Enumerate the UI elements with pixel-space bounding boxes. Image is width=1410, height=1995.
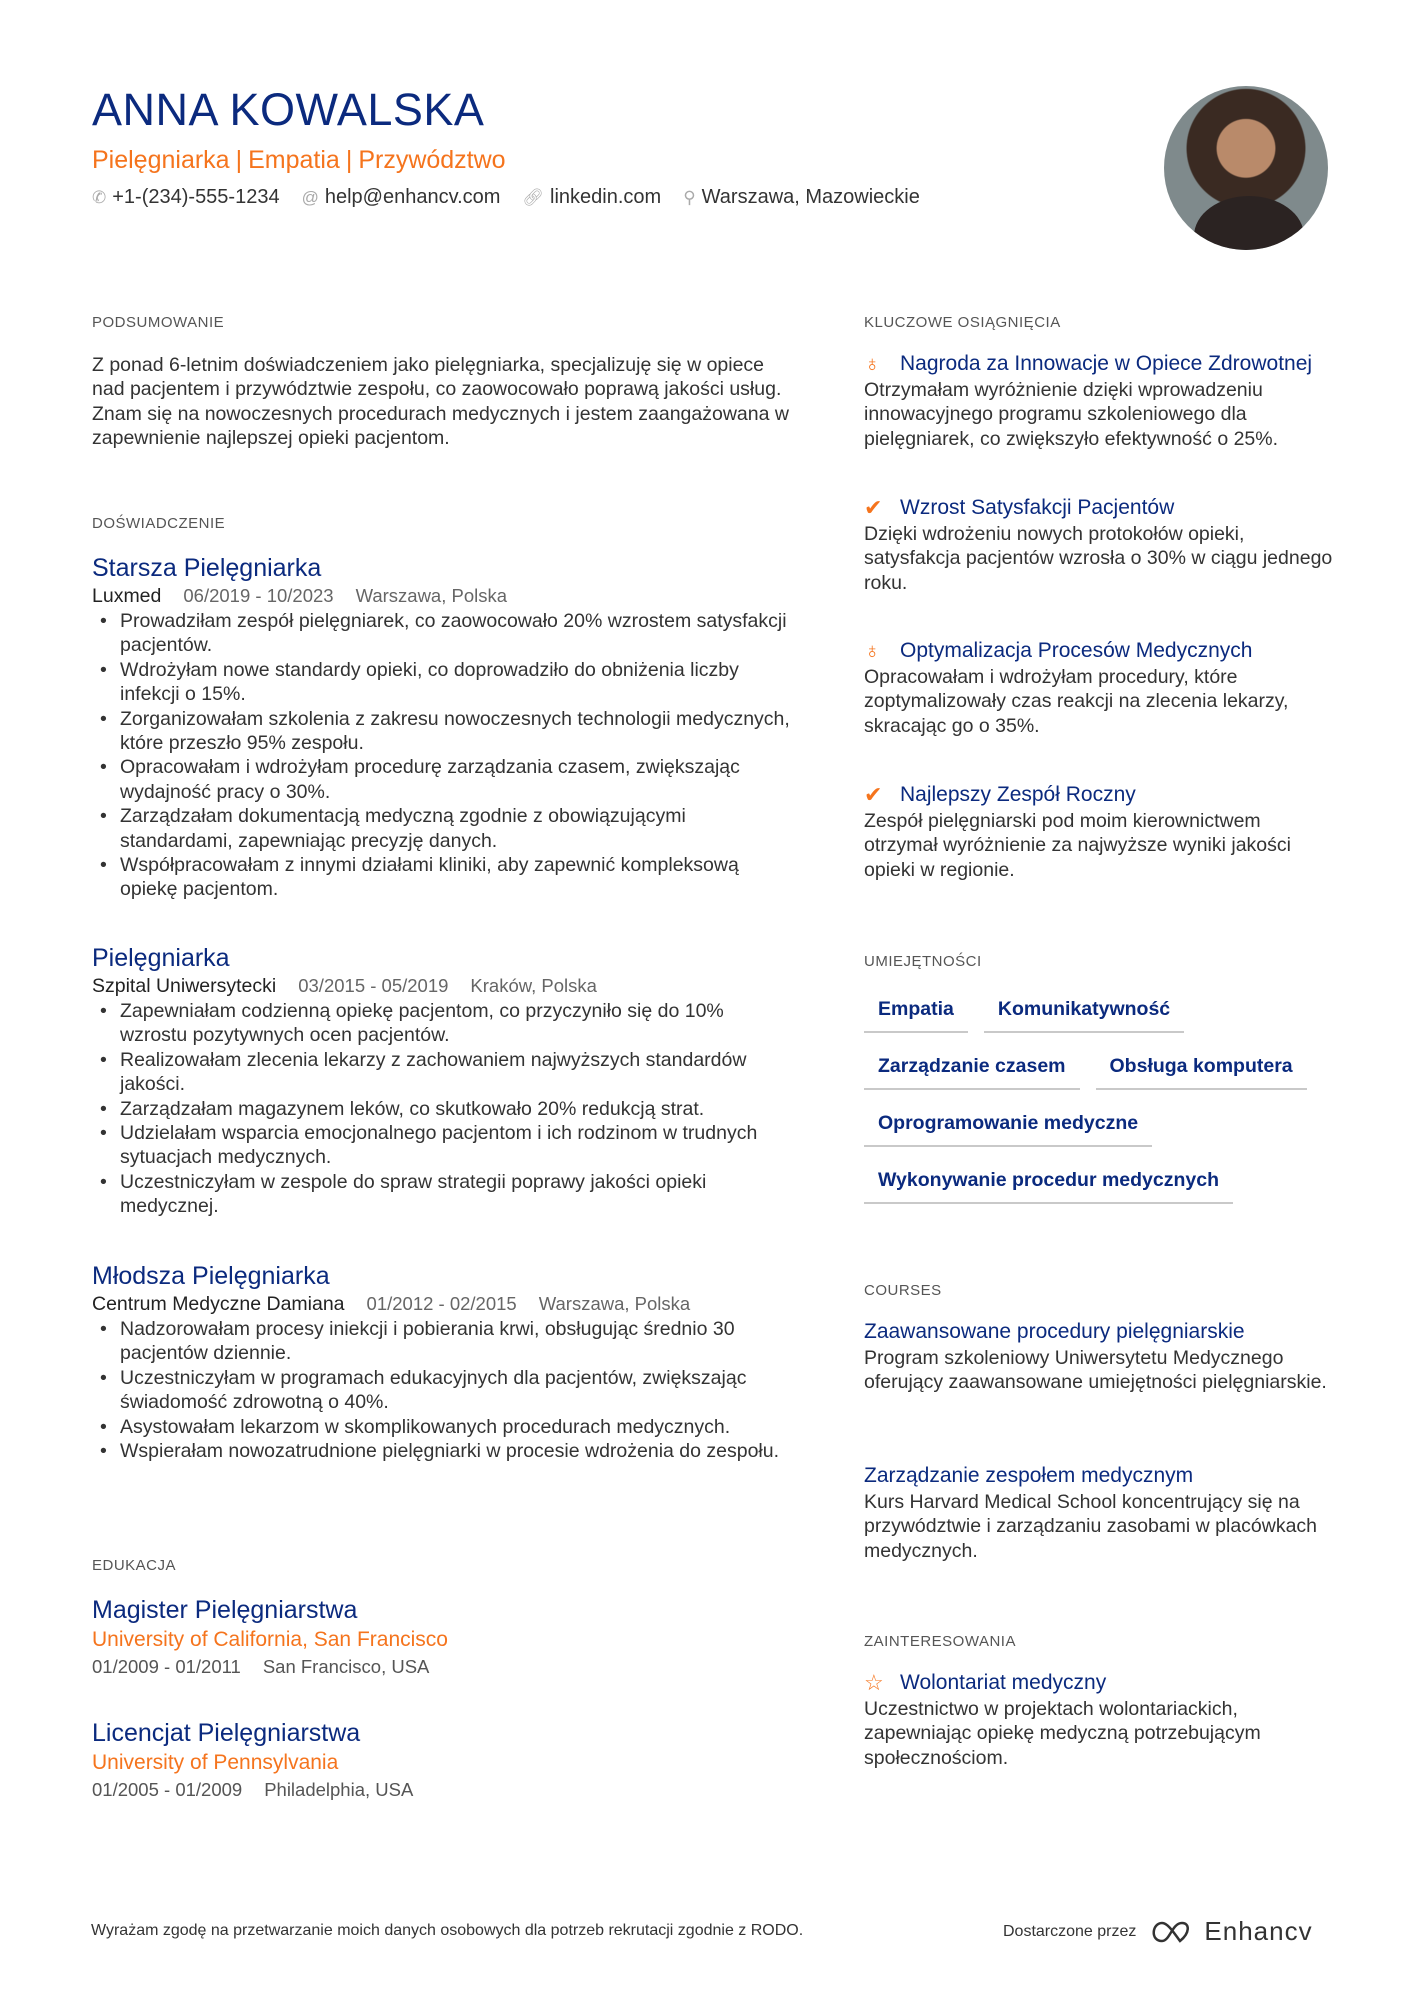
skill-tag: Obsługa komputera <box>1096 1051 1307 1090</box>
bullet: • Współpracowałam z innymi działami kliniki, aby zapewnić kompleksową opiekę pacjentom. <box>92 853 792 902</box>
job-location: Kraków, Polska <box>470 975 597 996</box>
bullet: • Realizowałam zlecenia lekarzy z zachowaniem najwyższych standardów jakości. <box>92 1048 792 1097</box>
degree: Licencjat Pielęgniarstwa <box>92 1719 361 1747</box>
school: University of Pennsylvania <box>92 1751 339 1774</box>
powered-by[interactable] <box>1003 1916 1313 1947</box>
skill-tag: Zarządzanie czasem <box>864 1051 1080 1090</box>
section-courses-label: COURSES <box>864 1282 942 1299</box>
company: Luxmed <box>92 585 162 607</box>
check-icon: ✔ <box>864 782 883 807</box>
bullet: • Zarządzałam dokumentacją medyczną zgodnie z obowiązującymi standardami, zapewniając precyzję danych. <box>92 804 792 853</box>
job-entry <box>92 553 792 902</box>
bullet: • Zorganizowałam szkolenia z zakresu nowoczesnych technologii medycznych, które przeszło 95% zespołu. <box>92 707 792 756</box>
summary-text: Z ponad 6-letnim doświadczeniem jako pielęgniarka, specjalizuję się w opiece nad pacjentem i przywództwie zespołu, co zaowocowało poprawą jakości usług. Znam się na nowoczesnych procedurach medycznych i jestem zaangażowana w zapewnienie najlepszej opieki pacjentom. <box>92 354 789 450</box>
skill-tag: Wykonywanie procedur medycznych <box>864 1165 1233 1204</box>
course-title: Zaawansowane procedury pielęgniarskie <box>864 1320 1245 1343</box>
candidate-name: ANNA KOWALSKA <box>92 84 485 135</box>
section-achievements-label: KLUCZOWE OSIĄGNIĘCIA <box>864 314 1061 331</box>
interest-text: Uczestnictwo w projektach wolontariackich, zapewniając opiekę medyczną potrzebującym społecznościom. <box>864 1698 1261 1769</box>
phone-icon: ✆ <box>92 188 107 207</box>
course-text: Program szkoleniowy Uniwersytetu Medycznego oferujący zaawansowane umiejętności pielęgniarskie. <box>864 1347 1327 1394</box>
section-interests-label: ZAINTERESOWANIA <box>864 1633 1016 1650</box>
location-icon: ⚲ <box>683 188 696 207</box>
link-icon: 🔗︎ <box>522 188 545 207</box>
bullet: • Zarządzałam magazynem leków, co skutkowało 20% redukcją strat. <box>92 1097 792 1121</box>
section-skills-label: UMIEJĘTNOŚCI <box>864 953 982 970</box>
achievement-text: Otrzymałam wyróżnienie dzięki wprowadzeniu innowacyjnego programu szkoleniowego dla pielęgniarek, co zwiększyło efektywność o 25%. <box>864 379 1279 450</box>
course-text: Kurs Harvard Medical School koncentrujący się na przywództwie i zarządzaniu zasobami w placówkach medycznych. <box>864 1491 1318 1562</box>
bullet: • Uczestniczyłam w zespole do spraw strategii poprawy jakości opieki medycznej. <box>92 1170 792 1219</box>
job-dates: 06/2019 - 10/2023 <box>183 585 334 606</box>
email-text: help@enhancv.com <box>324 186 501 208</box>
job-dates: 03/2015 - 05/2019 <box>298 975 449 996</box>
contact-info <box>92 186 920 209</box>
powered-by-text: Dostarczone przez <box>1003 1922 1137 1940</box>
section-experience-label: DOŚWIADCZENIE <box>92 515 226 532</box>
bullet: • Uczestniczyłam w programach edukacyjnych dla pacjentów, zwiększając świadomość zdrowotną o 40%. <box>92 1366 792 1415</box>
star-icon: ☆ <box>864 1670 884 1695</box>
skill-tag: Komunikatywność <box>984 994 1184 1033</box>
achievement-item <box>864 781 1334 882</box>
location-text: Warszawa, Mazowieckie <box>701 186 920 208</box>
achievement-item <box>864 494 1334 595</box>
achievement-item <box>864 637 1334 738</box>
edu-dates: 01/2005 - 01/2009 <box>92 1779 243 1800</box>
edu-dates: 01/2009 - 01/2011 <box>92 1656 241 1677</box>
achievement-text: Opracowałam i wdrożyłam procedury, które zoptymalizowały czas reakcji na zlecenia lekarzy, skracając go o 35%. <box>864 666 1289 737</box>
edu-location: Philadelphia, USA <box>264 1779 414 1800</box>
course-title: Zarządzanie zespołem medycznym <box>864 1464 1194 1487</box>
job-location: Warszawa, Polska <box>355 585 508 606</box>
job-dates: 01/2012 - 02/2015 <box>366 1293 517 1314</box>
interest-item <box>864 1669 1334 1770</box>
profile-photo <box>1164 86 1328 250</box>
achievement-title: Nagroda za Innowacje w Opiece Zdrowotnej <box>900 352 1313 375</box>
linkedin-text: linkedin.com <box>550 186 662 208</box>
skills-list <box>864 994 1334 1222</box>
achievement-text: Zespół pielęgniarski pod moim kierownictwem otrzymał wyróżnienie za najwyższe wyniki jakości opieki w regionie. <box>864 810 1291 881</box>
achievement-title: Najlepszy Zespół Roczny <box>900 783 1136 806</box>
degree: Magister Pielęgniarstwa <box>92 1596 358 1624</box>
education-entry <box>92 1595 792 1679</box>
bullet: • Prowadziłam zespół pielęgniarek, co zaowocowało 20% wzrostem satysfakcji pacjentów. <box>92 609 792 658</box>
lightbulb-icon: ♁ <box>864 638 881 663</box>
separator: | <box>235 146 243 174</box>
company: Centrum Medyczne Damiana <box>92 1293 345 1315</box>
job-entry <box>92 1261 792 1463</box>
job-title: Starsza Pielęgniarka <box>92 554 322 582</box>
headline-item: Empatia <box>248 146 340 174</box>
achievement-item <box>864 350 1334 451</box>
at-icon: @ <box>301 188 319 207</box>
separator: | <box>345 146 353 174</box>
course-item <box>864 1318 1334 1395</box>
achievement-title: Wzrost Satysfakcji Pacjentów <box>900 496 1175 519</box>
company: Szpital Uniwersytecki <box>92 975 277 997</box>
section-education-label: EDUKACJA <box>92 1557 177 1574</box>
edu-location: San Francisco, USA <box>262 1656 430 1677</box>
job-entry <box>92 943 792 1219</box>
education-entry <box>92 1718 792 1802</box>
job-title: Młodsza Pielęgniarka <box>92 1262 330 1290</box>
school: University of California, San Francisco <box>92 1628 448 1651</box>
bullet: • Wspierałam nowozatrudnione pielęgniarki w procesie wdrożenia do zespołu. <box>92 1439 792 1463</box>
course-item <box>864 1462 1334 1563</box>
consent-clause: Wyrażam zgodę na przetwarzanie moich danych osobowych dla potrzeb rekrutacji zgodnie z RODO. <box>91 1922 804 1939</box>
bullet: • Nadzorowałam procesy iniekcji i pobierania krwi, obsługując średnio 30 pacjentów dziennie. <box>92 1317 792 1366</box>
headline-item: Przywództwo <box>358 146 506 174</box>
lightbulb-icon: ♁ <box>864 351 881 376</box>
bullet: • Udzielałam wsparcia emocjonalnego pacjentom i ich rodzinom w trudnych sytuacjach medycznych. <box>92 1121 792 1170</box>
achievement-title: Optymalizacja Procesów Medycznych <box>900 639 1253 662</box>
check-icon: ✔ <box>864 495 883 520</box>
skill-tag: Oprogramowanie medyczne <box>864 1108 1152 1147</box>
job-location: Warszawa, Polska <box>538 1293 691 1314</box>
contact-location <box>683 186 920 209</box>
bullet: • Opracowałam i wdrożyłam procedurę zarządzania czasem, zwiększając wydajność pracy o 30%. <box>92 755 792 804</box>
skill-tag: Empatia <box>864 994 968 1033</box>
contact-email[interactable] <box>302 186 501 209</box>
achievement-text: Dzięki wdrożeniu nowych protokołów opieki, satysfakcja pacjentów wzrosła o 30% w ciągu jednego roku. <box>864 523 1333 594</box>
contact-linkedin[interactable] <box>522 186 661 209</box>
headline-item: Pielęgniarka <box>92 146 230 174</box>
bullet: • Wdrożyłam nowe standardy opieki, co doprowadziło do obniżenia liczby infekcji o 15%. <box>92 658 792 707</box>
section-summary-label: PODSUMOWANIE <box>92 314 225 331</box>
brand-name: Enhancv <box>1204 1916 1313 1946</box>
contact-phone[interactable] <box>92 186 280 209</box>
phone-text: +1-(234)-555-1234 <box>112 186 280 208</box>
enhancv-logo-icon <box>1146 1919 1194 1945</box>
bullet: • Asystowałam lekarzom w skomplikowanych procedurach medycznych. <box>92 1415 792 1439</box>
job-title: Pielęgniarka <box>92 944 230 972</box>
interest-title: Wolontariat medyczny <box>900 1671 1107 1694</box>
bullet: • Zapewniałam codzienną opiekę pacjentom, co przyczyniło się do 10% wzrostu pozytywnych ocen pacjentów. <box>92 999 792 1048</box>
headline <box>92 146 506 175</box>
